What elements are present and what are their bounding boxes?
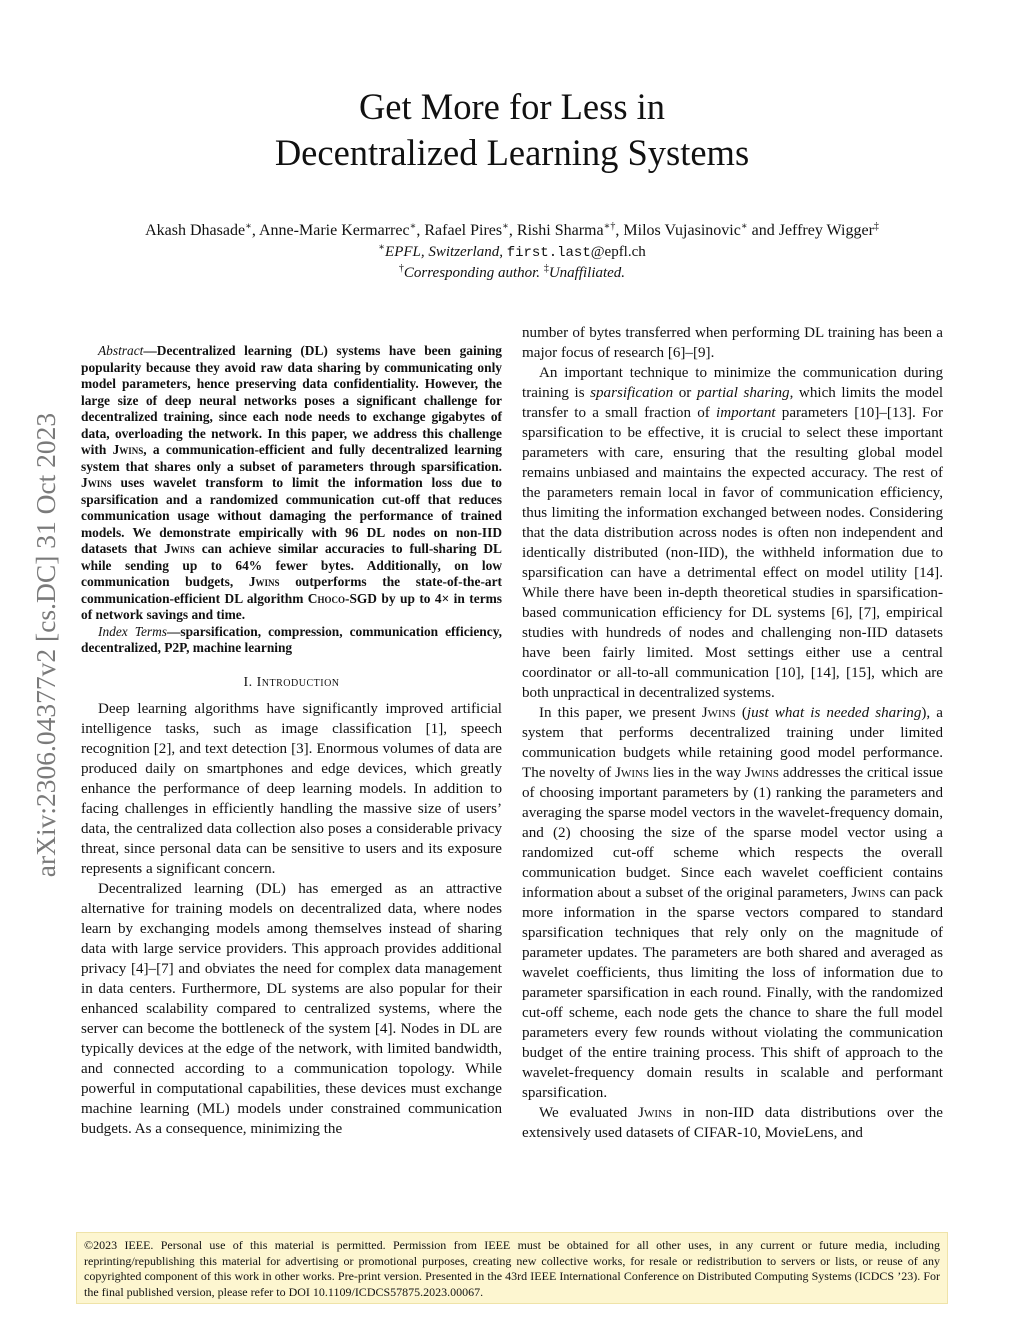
- abstract-text: can achieve similar accuracies to full-sharing DL while sending up to 64% fewer bytes. Additionally, on low communication budgets,: [81, 541, 502, 589]
- index-terms-dash: —: [166, 623, 181, 639]
- right-column: [522, 323, 943, 1143]
- index-terms-text: sparsification, compression, communication efficiency, decentralized, P2P, machine learning: [81, 623, 502, 655]
- title-line-2: Decentralized Learning Systems: [274, 132, 750, 173]
- text-run: lies in the way: [649, 765, 745, 781]
- text-run: can pack more information in the sparse vectors compared to standard sparsification techniques that rely only on the magnitude of parameter updates. The parameters are both shared and averaged as wavelet coefficients, thus limiting the loss of information due to parameter sparsification in each round. Finally, with the randomized cut-off scheme, each node gets the chance to share the full model parameters every few rounds without violating the communication budget of the entire training process. This shift of approach to the wavelet-frequency domain results in scalable and performant sparsification.: [522, 885, 943, 1101]
- text-run: In this paper, we present: [539, 705, 702, 721]
- system-name: Jwins: [81, 475, 112, 490]
- emphasis: just what is needed sharing: [746, 705, 922, 721]
- abstract-text: , a communication-efficient and fully decentralized learning system that shares only a subset of parameters through sparsification.: [81, 442, 502, 474]
- emphasis: sparsification: [590, 385, 674, 401]
- author-separator: ,: [615, 222, 624, 239]
- abstract-dash: —: [143, 343, 157, 358]
- system-name: Jwins: [638, 1105, 673, 1121]
- body-paragraph: In this paper, we present Jwins (just what is needed sharing), a system that performs decentralized training under limited communication budgets while retaining good model performance. The novelty of Jwins lies in the way Jwins addresses the critical issue of choosing important parameters by (1) ranking the parameters and averaging the sparse model vectors in the wavelet-frequency domain, and (2) choosing the size of the sparse model vector using a randomized cut-off scheme which respects the overall communication budget. Since each wavelet coefficient contains information about a subset of the original parameters, Jwins can pack more information in the sparse vectors compared to standard sparsification techniques that rely only on the magnitude of parameter updates. The parameters are both shared and averaged as wavelet coefficients, thus limiting the loss of information due to parameter sparsification in each round. Finally, with the randomized cut-off scheme, each node gets the chance to share the full model parameters every few rounds without violating the communication budget of the entire training process. This shift of approach to the wavelet-frequency domain results in scalable and performant sparsification.: [522, 705, 943, 1101]
- author-name: Akash Dhasade: [145, 222, 246, 239]
- corresponding-line: [80, 263, 944, 283]
- body-paragraph: Deep learning algorithms have significantly improved artificial intelligence tasks, such as image classification [1], speech recognition [2], and text detection [3]. Enormous volumes of data are produced daily on smartphones and edge devices, which greatly enhance the performance of deep learning models. In addition to facing challenges in efficiently handling the massive size of users’ data, the centralized data collection also poses a considerable privacy threat, since personal data can be sensitive to users and its exposure represents a significant concern.: [81, 700, 502, 877]
- author-mark: ∗: [502, 221, 509, 232]
- text-run: We evaluated: [539, 1105, 639, 1121]
- index-terms: [81, 624, 502, 657]
- author-mark: ‡: [873, 221, 879, 232]
- abstract-text: uses wavelet transform to limit the information loss due to sparsification and a randomized communication cut-off that reduces communication usage without damaging the performance of trained models. We demonstrate empirically with 96 DL nodes on non-IID datasets that: [81, 475, 502, 556]
- paper-title: [80, 84, 944, 176]
- system-name: Jwins: [112, 442, 144, 457]
- section-heading-introduction: I. Introduction: [243, 674, 340, 690]
- text-run: , which limits the model transfer to a small fraction of: [522, 385, 944, 421]
- system-name: Jwins: [164, 541, 195, 556]
- affiliation-mark: †: [398, 263, 404, 274]
- affiliation-email-domain: @epfl.ch: [590, 244, 646, 260]
- author-name: Milos Vujasinovic: [623, 222, 741, 239]
- affiliation-line: [80, 242, 944, 263]
- text-run: in non-IID data distributions over the extensively used datasets of CIFAR-10, MovieLens, and: [522, 1105, 943, 1141]
- copyright-notice: ©2023 IEEE. Personal use of this material is permitted. Permission from IEEE must be obtained for all other uses, in any current or future media, including reprinting/republishing this material for advertising or promotional purposes, creating new collective works, for resale or redistribution to servers or lists, or reuse of any copyrighted component of this work in other works. Pre-print version. Presented in the 43rd IEEE International Conference on Distributed Computing Systems (ICDCS ’23). For the final published version, please refer to DOI 10.1109/ICDCS57875.2023.00067.: [76, 1232, 948, 1304]
- text-run: An important technique to minimize the communication during training is: [522, 365, 943, 401]
- emphasis: partial sharing: [696, 385, 790, 401]
- author-mark: ∗: [409, 221, 417, 232]
- body-paragraph: [522, 363, 943, 703]
- affiliation-mark: ‡: [543, 263, 549, 274]
- body-paragraph: number of bytes transferred when performing DL training has been a major focus of research [6]–[9].: [522, 325, 943, 361]
- author-mark: ∗: [245, 221, 252, 232]
- corresponding-note: Corresponding author.: [403, 265, 544, 281]
- author-name: Jeffrey Wigger: [778, 222, 874, 239]
- text-run: or: [673, 385, 697, 401]
- arxiv-identifier: arXiv:2306.04377v2 [cs.DC] 31 Oct 2023: [30, 412, 61, 878]
- text-run: , a system that performs decentralized training under limited communication budgets while retaining good model performance. The novelty of: [522, 705, 943, 781]
- system-name: Jwins: [615, 765, 650, 781]
- text-run: parameters [10]–[13]. For sparsification to be effective, it is crucial to select these important parameters with care, ensuring that the resulting global model remains unbiased and maintains the expected accuracy. The rest of the parameters remain local in favor of communication efficiency, thus limiting the information exchanged between nodes. Considering that the data distribution across nodes is often non independent and identically distributed (non-IID), the withheld information due to sparsification can have a detrimental effect on model utility [14]. While there have been in-depth theoretical studies in sparsification-based communication efficiency for DL systems [6], [7], empirical studies with hundreds of nodes and challenging non-IID datasets have been fairly limited. Most settings either use a central coordinator or all-to-all communication [10], [14], [15], which are both unpractical in decentralized systems.: [522, 405, 943, 701]
- text-run: addresses the critical issue of choosing important parameters by (1) ranking the parameters and averaging the sparse model vectors in the wavelet-frequency domain, and (2) choosing the size of the sparse model vector using a randomized cut-off scheme which respects the overall communication budget. Since each wavelet coefficient contains information about a subset of the original parameters,: [522, 765, 943, 901]
- emphasis: important: [716, 405, 776, 421]
- author-separator: ,: [416, 222, 425, 239]
- author-name: Rishi Sharma: [516, 222, 604, 239]
- arxiv-sidebar: [28, 345, 64, 945]
- system-name: Jwins: [851, 885, 886, 901]
- author-list: [60, 221, 964, 241]
- system-name: Jwins: [701, 705, 736, 721]
- system-name: Jwins: [248, 574, 280, 589]
- index-terms-label: Index Terms: [98, 623, 167, 639]
- author-separator: ,: [508, 222, 517, 239]
- system-name: Jwins: [744, 765, 779, 781]
- affiliation-email-user: first.last: [506, 245, 591, 261]
- affiliation-mark: ∗: [378, 242, 386, 253]
- abstract-text: outperforms the state-of-the-art communication-efficient DL algorithm: [81, 574, 503, 606]
- abstract-label: Abstract: [98, 343, 144, 358]
- affiliation-org: EPFL, Switzerland,: [385, 244, 507, 260]
- left-column: [81, 323, 502, 1139]
- abstract-text: SGD by up to 4× in terms of network savings and time.: [81, 590, 503, 622]
- author-mark: ∗: [740, 221, 748, 232]
- title-line-1: Get More for Less in: [358, 86, 666, 127]
- author-name: Rafael Pires: [424, 222, 503, 239]
- author-mark: ∗†: [603, 221, 616, 232]
- abstract-text: Decentralized learning (DL) systems have been gaining popularity because they avoid raw data sharing by communicating only model parameters, hence preserving data confidentiality. However, the large size of deep neural networks poses a significant challenge for decentralized training, since each node needs to exchange gigabytes of data, overloading the network. In this paper, we address this challenge with: [81, 343, 502, 457]
- algorithm-name: Choco-: [307, 590, 350, 606]
- unaffiliated-note: Unaffiliated.: [548, 265, 626, 281]
- author-name: Anne-Marie Kermarrec: [259, 222, 410, 239]
- body-paragraph: [522, 1103, 943, 1143]
- abstract: [81, 343, 502, 624]
- author-conjunction: and: [747, 222, 779, 239]
- author-separator: ,: [251, 222, 259, 239]
- body-paragraph: Decentralized learning (DL) has emerged as an attractive alternative for training models on decentralized data, where nodes learn by exchanging models among themselves instead of sharing data with large service providers. This approach provides additional privacy [4]–[7] and obviates the need for complex data management in data centers. Furthermore, DL systems are also popular for their enhanced scalability compared to centralized systems, where the server can become the bottleneck of the system [4]. Nodes in DL are typically devices at the edge of the network, with limited bandwidth, and connected according to a communication topology. While powerful in computational capabilities, these devices must exchange machine learning (ML) models under constrained communication budgets. As a consequence, minimizing the: [81, 880, 502, 1137]
